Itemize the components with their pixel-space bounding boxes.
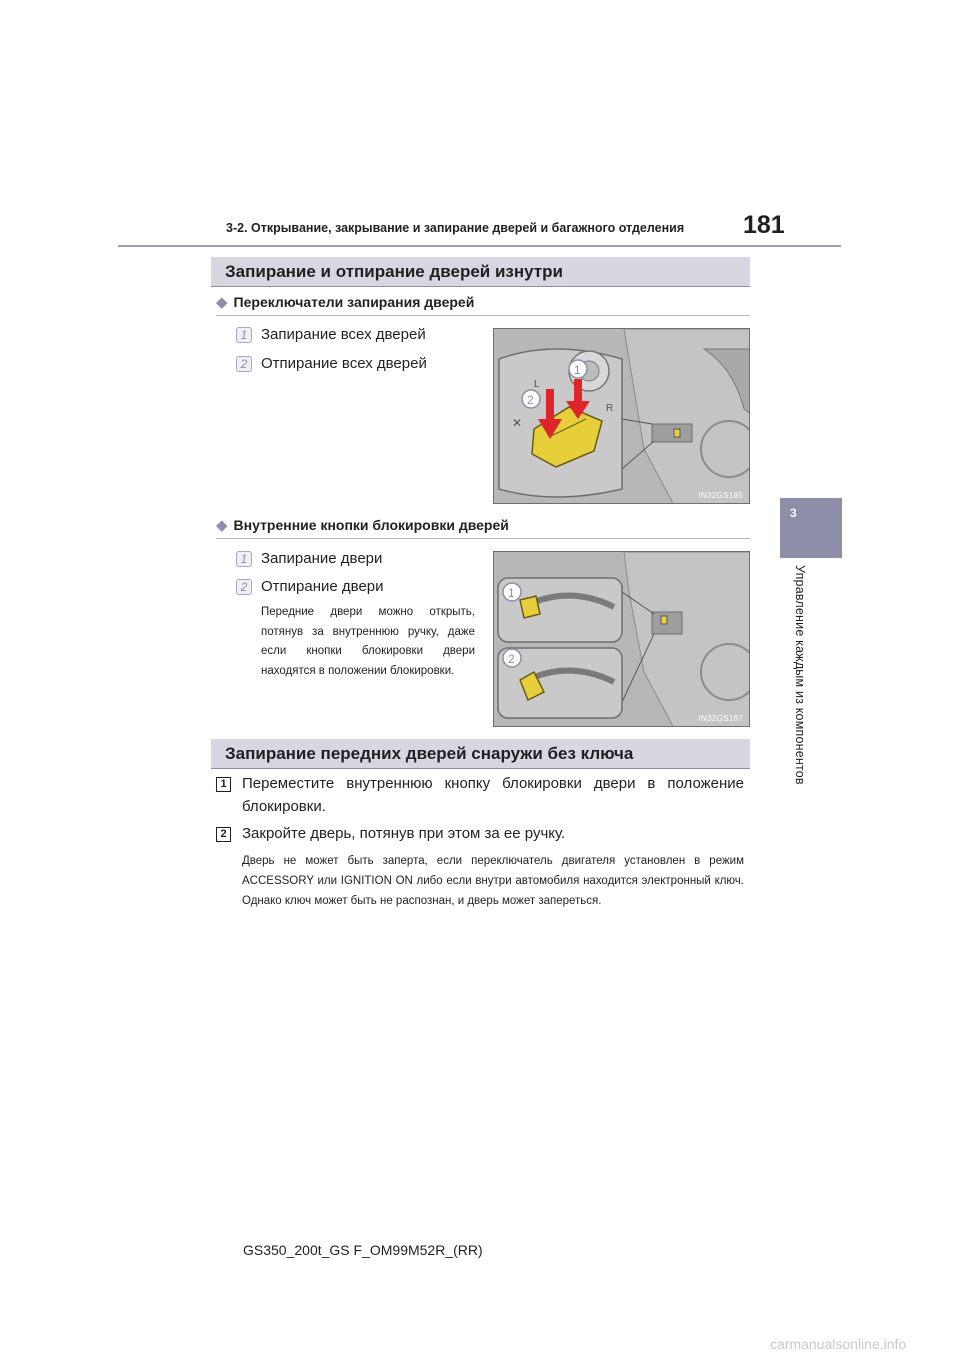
svg-text:✕: ✕ [512, 416, 523, 430]
subsection-title: Внутренние кнопки блокировки дверей [233, 517, 509, 533]
section-title-inside: Запирание и отпирание дверей изнутри [211, 257, 750, 287]
figure-code: IN32GS187 [698, 714, 743, 723]
svg-text:2: 2 [508, 652, 515, 666]
callout-number-2: 2 [236, 356, 252, 372]
subsection-title: Переключатели запирания дверей [233, 294, 475, 310]
section-title-outside: Запирание передних дверей снаружи без ключа [211, 739, 750, 769]
item-unlock-all: Отпирание всех дверей [261, 355, 427, 372]
step-1-text: Переместите внутреннюю кнопку блокировки двери в положение блокировки. [242, 775, 744, 815]
footer-document-code: GS350_200t_GS F_OM99M52R_(RR) [243, 1242, 483, 1258]
door-lock-switch-illustration [494, 329, 750, 504]
item-lock-door: Запирание двери [261, 550, 383, 567]
header-rule [118, 245, 841, 247]
note-front-doors: Передние двери можно открыть, потянув за внутреннюю ручку, даже если кнопки блокировки двери находятся в положении блокировки. [261, 606, 475, 677]
header-title: 3-2. Открывание, закрывание и запирание дверей и багажного отделения [226, 221, 685, 235]
figure-inside-lock-buttons [493, 551, 750, 727]
callout-number-1: 1 [236, 327, 252, 343]
diamond-icon: ◆ [216, 517, 228, 534]
subsection-rule [216, 315, 750, 316]
step-number-2: 2 [216, 827, 231, 842]
subsection-heading-lock-buttons [216, 516, 509, 534]
item-unlock-door: Отпирание двери [261, 578, 384, 595]
page-number: 181 [743, 211, 785, 239]
item-lock-all: Запирание всех дверей [261, 326, 426, 343]
diamond-icon: ◆ [216, 294, 228, 311]
svg-text:2: 2 [527, 393, 534, 407]
chapter-number: 3 [790, 506, 797, 520]
note-engine-switch: Дверь не может быть заперта, если переключатель двигателя установлен в режим ACCESSORY или IGNITION ON либо если внутри автомобиля находится электронный ключ. Однако ключ может быть не распознан, и дверь может запереться. [242, 855, 744, 907]
inside-lock-buttons-illustration [494, 552, 750, 727]
callout-number-1: 1 [236, 551, 252, 567]
svg-text:1: 1 [508, 586, 515, 600]
svg-text:R: R [606, 403, 614, 414]
figure-door-lock-switch [493, 328, 750, 504]
step-2-text: Закройте дверь, потянув при этом за ее ручку. [242, 825, 566, 842]
chapter-title: Управление каждым из компонентов [793, 565, 807, 785]
svg-text:L: L [534, 379, 540, 390]
svg-text:1: 1 [574, 363, 581, 377]
callout-number-2: 2 [236, 579, 252, 595]
subsection-rule [216, 538, 750, 539]
figure-code: IN32GS185 [698, 491, 743, 500]
watermark: carmanualsonline.info [770, 1336, 907, 1352]
subsection-heading-lock-switches [216, 293, 474, 311]
step-number-1: 1 [216, 777, 231, 792]
